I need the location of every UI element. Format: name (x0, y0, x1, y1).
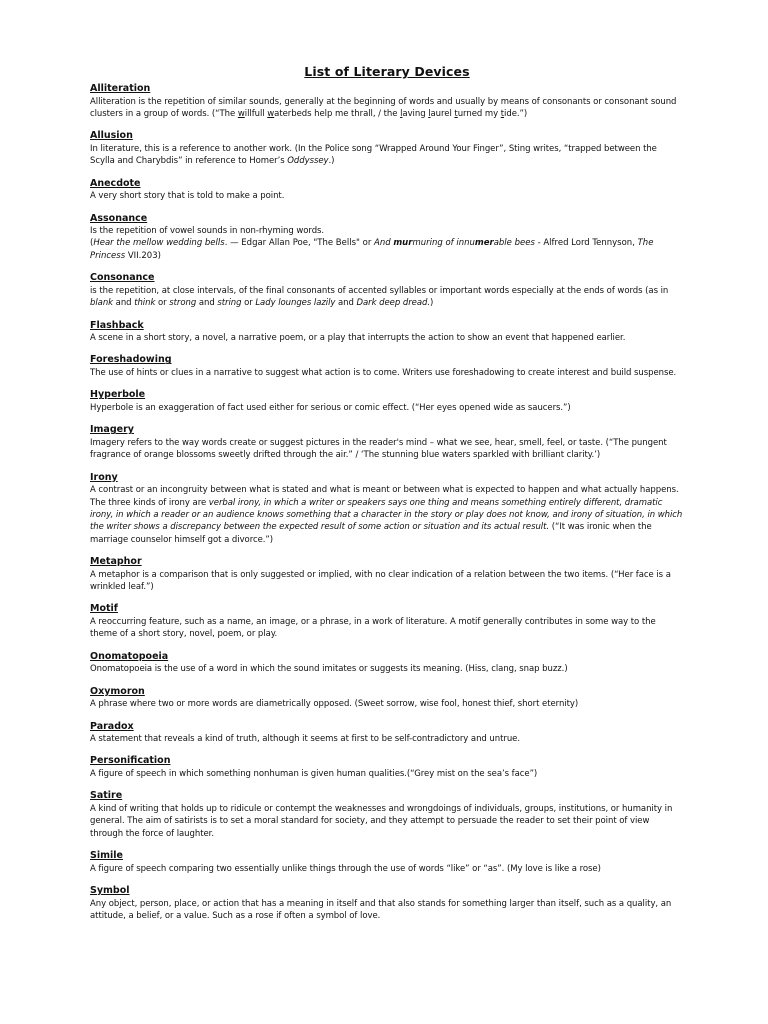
definition-imagery: Imagery refers to the way words create or suggest pictures in the reader's mind – what we see, hear, smell, feel, or taste. (“The pungent fragrance of orange blossoms sweetly drifted through the air.” / ‘The stunning blue waters sparkled with brilliant clarity.’) (90, 437, 667, 461)
term-simile: Simile (90, 850, 123, 862)
text-fragment: Oddyssey (287, 156, 329, 167)
text-fragment: Dark deep dread. (356, 298, 430, 309)
definition-foreshadowing: The use of hints or clues in a narrative to suggest what action is to come. Writers use foreshadowing to create interest and build suspense. (90, 367, 677, 378)
definition-personification: A figure of speech in which something nonhuman is given human qualities.(“Grey mist on the sea’s face”) (90, 768, 538, 779)
entry-motif (90, 603, 684, 640)
example-assonance (90, 237, 684, 262)
definition-anecdote: A very short story that is told to make a point. (90, 191, 285, 202)
text-fragment: mur (393, 238, 413, 249)
text-fragment: and (335, 298, 357, 309)
definition-metaphor: A metaphor is a comparison that is only suggested or implied, with no clear indication of a relation between the two items. (“Her face is a wrinkled leaf.”) (90, 569, 671, 593)
text-fragment: l (428, 108, 431, 119)
text-fragment: or (155, 298, 170, 309)
text-fragment: Alliteration is the repetition of similar sounds, generally at the beginning of words and usually by means of consonants or consonant sound clusters in a group of words. (90, 96, 677, 119)
entry-alliteration (90, 83, 684, 120)
text-fragment: (“It was ironic when the marriage counselor himself got a divorce.”) (90, 522, 652, 545)
text-fragment: l (400, 108, 403, 119)
page-title: List of Literary Devices (304, 64, 470, 79)
entry-foreshadowing (90, 354, 684, 379)
text-fragment: or (241, 298, 256, 309)
term-consonance: Consonance (90, 272, 155, 284)
entry-metaphor (90, 556, 684, 593)
entry-anecdote (90, 178, 684, 203)
entry-satire (90, 790, 684, 840)
text-fragment: think (134, 298, 156, 309)
text-fragment: w (237, 108, 245, 119)
text-fragment: aterbeds help me thrall, / the (274, 108, 401, 119)
entry-imagery (90, 424, 684, 461)
text-fragment: (“The (209, 108, 238, 119)
term-assonance: Assonance (90, 212, 148, 224)
text-fragment: Lady lounges lazily (255, 298, 336, 309)
entry-flashback (90, 320, 684, 345)
definition-flashback: A scene in a short story, a novel, a narrative poem, or a play that interrupts the action to show an event that happened earlier. (90, 333, 626, 344)
definition-hyperbole: Hyperbole is an exaggeration of fact used either for serious or comic effect. (“Her eyes opened wide as saucers.”) (90, 402, 571, 413)
text-fragment: w (267, 108, 275, 119)
term-anecdote: Anecdote (90, 177, 141, 189)
text-fragment: Hear the mellow wedding bells (93, 238, 225, 249)
definition-consonance (90, 285, 684, 310)
text-fragment: and (196, 298, 218, 309)
entry-paradox (90, 721, 684, 746)
text-fragment: string (217, 298, 242, 309)
text-fragment: strong (169, 298, 197, 309)
text-fragment: is the repetition, at close intervals, of the final consonants of accented syllables or important words especially at the ends of words (as in (90, 285, 669, 296)
text-fragment: muring of innu (412, 238, 475, 249)
entry-assonance (90, 213, 684, 263)
entry-consonance (90, 272, 684, 309)
text-fragment: A contrast or an incongruity between what is stated and what is meant or between what is expected to happen and what actually happens. The three kinds of irony are (90, 485, 679, 508)
entry-symbol (90, 885, 684, 922)
definition-allusion (90, 143, 684, 168)
text-fragment: urned my (457, 108, 501, 119)
definition-motif: A reoccurring feature, such as a name, an image, or a phrase, in a work of literature. A motif generally contributes in some way to the theme of a short story, novel, poem, or play. (90, 616, 656, 640)
text-fragment: able bees (493, 238, 535, 249)
text-fragment: t (454, 108, 458, 119)
entry-onomatopoeia (90, 651, 684, 676)
definition-onomatopoeia: Onomatopoeia is the use of a word in which the sound imitates or suggests its meaning. (Hiss, clang, snap buzz.) (90, 664, 568, 675)
term-oxymoron: Oxymoron (90, 685, 145, 697)
entry-oxymoron (90, 686, 684, 711)
text-fragment: t (500, 108, 505, 119)
entry-irony (90, 472, 684, 547)
term-alliteration: Alliteration (90, 83, 151, 94)
term-irony: Irony (90, 471, 118, 483)
text-fragment: illfull (244, 108, 268, 119)
text-fragment: . — Edgar Allan Poe, "The Bells" or (224, 238, 375, 249)
term-hyperbole: Hyperbole (90, 389, 146, 401)
text-fragment: .) (328, 156, 335, 167)
text-fragment: ide.”) (504, 108, 528, 119)
term-satire: Satire (90, 790, 123, 802)
term-personification: Personification (90, 755, 171, 767)
text-fragment: ) (429, 298, 434, 309)
definition-alliteration (90, 96, 684, 121)
term-allusion: Allusion (90, 130, 133, 142)
definition-simile: A figure of speech comparing two essentially unlike things through the use of words “like” or “as”. (My love is like a rose) (90, 863, 601, 874)
definition-paradox: A statement that reveals a kind of truth, although it seems at first to be self-contradictory and untrue. (90, 734, 520, 745)
term-onomatopoeia: Onomatopoeia (90, 650, 169, 662)
entry-allusion (90, 130, 684, 167)
term-imagery: Imagery (90, 424, 134, 436)
text-fragment: blank (90, 298, 114, 309)
definition-oxymoron: A phrase where two or more words are diametrically opposed. (Sweet sorrow, wise fool, honest thief, short eternity) (90, 699, 579, 710)
text-fragment: aving (402, 108, 429, 119)
definition-irony (90, 484, 684, 546)
text-fragment: mer (474, 238, 494, 249)
entry-simile (90, 850, 684, 875)
text-fragment: verbal irony, in which a writer or speakers says one thing and means something entirely different, dramatic irony, in which a reader or an audience knows something that a character in the story or play does not know, and irony of situation, in which the writer shows a discrepancy between the expected result of some action or situation and its actual result. (90, 497, 683, 533)
term-metaphor: Metaphor (90, 556, 142, 568)
document-body (90, 64, 684, 932)
text-fragment: ( (90, 238, 94, 249)
term-motif: Motif (90, 603, 118, 615)
term-flashback: Flashback (90, 319, 144, 331)
text-fragment: and (113, 298, 135, 309)
text-fragment: aurel (430, 108, 455, 119)
definition-symbol: Any object, person, place, or action that has a meaning in itself and that also stands for something larger than itself, such as a quality, an attitude, a belief, or a value. Such as a rose if often a symbol of love. (90, 898, 672, 921)
term-paradox: Paradox (90, 720, 134, 732)
text-fragment: In literature, this is a reference to another work. (In the Police song “Wrapped Around Your Finger”, Sting writes, “trapped between the Scylla and Charybdis” in reference to Homer’s (90, 143, 657, 167)
text-fragment: The Princess (90, 238, 654, 261)
term-foreshadowing: Foreshadowing (90, 354, 172, 366)
term-symbol: Symbol (90, 885, 130, 896)
text-fragment: And (374, 238, 394, 249)
definition-assonance: Is the repetition of vowel sounds in non-rhyming words. (90, 226, 325, 237)
text-fragment: VII.203) (125, 250, 161, 261)
entry-hyperbole (90, 389, 684, 414)
text-fragment: - Alfred Lord Tennyson, (534, 238, 638, 249)
entry-personification (90, 755, 684, 780)
definition-satire: A kind of writing that holds up to ridicule or contempt the weaknesses and wrongdoings of individuals, groups, institutions, or humanity in general. The aim of satirists is to set a moral standard for society, and they attempt to persuade the reader to set their point of view through the force of laughter. (90, 803, 673, 839)
